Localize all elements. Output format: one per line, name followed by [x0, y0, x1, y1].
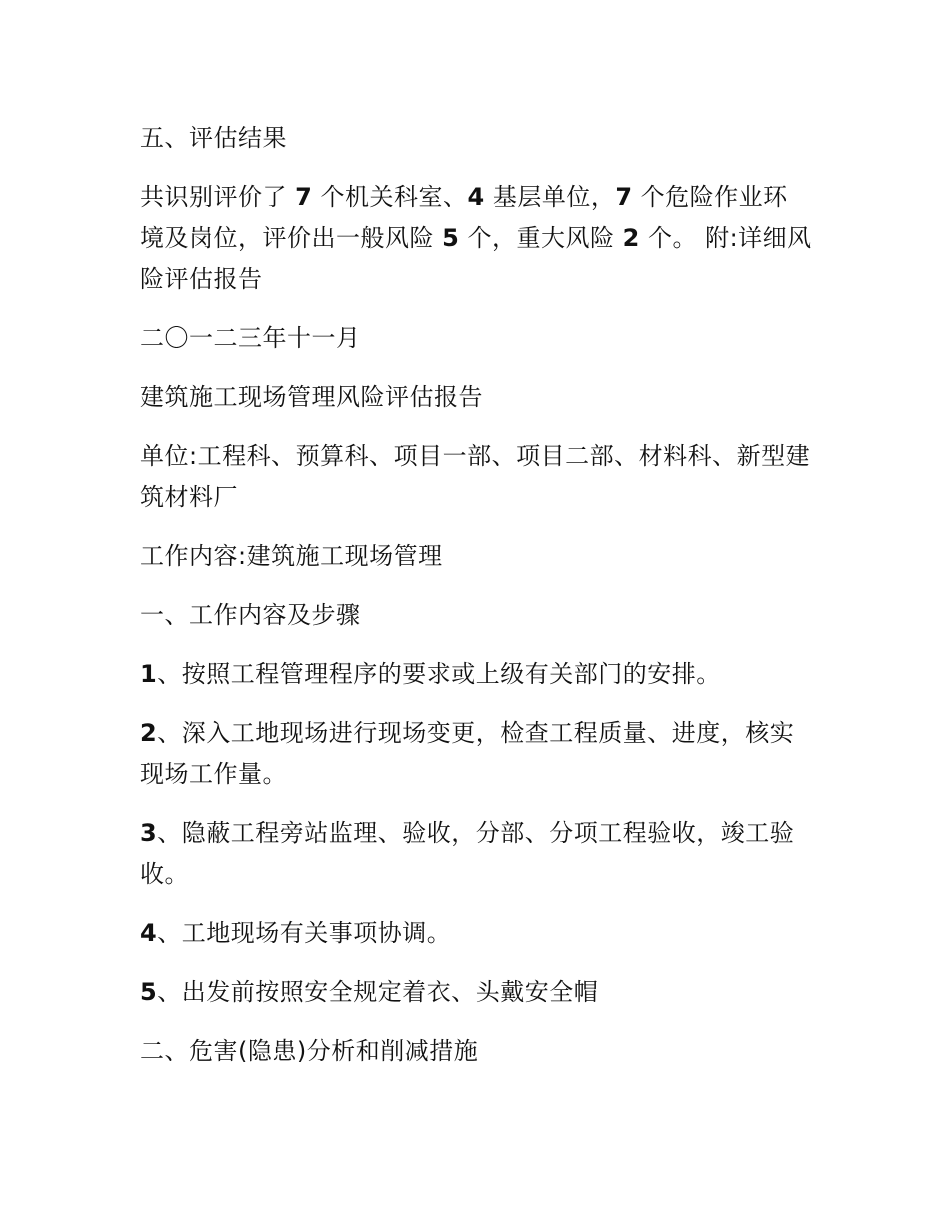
document-date: 二〇一二三年十一月 [140, 324, 361, 352]
list-item-step-1: 1、按照工程管理程序的要求或上级有关部门的安排。 [140, 660, 721, 688]
list-item-step-4: 4、工地现场有关事项协调。 [140, 919, 452, 947]
list-item-step-5: 5、出发前按照安全规定着衣、头戴安全帽 [140, 978, 599, 1006]
report-title: 建筑施工现场管理风险评估报告 [140, 383, 483, 411]
list-item-step-2: 2、深入工地现场进行现场变更，检查工程质量、进度，核实现场工作量。 [140, 719, 795, 788]
evaluation-summary-paragraph: 共识别评价了 7 个机关科室、4 基层单位，7 个危险作业环境及岗位，评价出一般风险 5 个，重大风险 2 个。 附:详细风险评估报告 [140, 183, 812, 293]
section-heading-evaluation-result: 五、评估结果 [140, 124, 287, 152]
document-page [140, 118, 812, 1090]
work-content-line: 工作内容:建筑施工现场管理 [140, 542, 443, 570]
section-heading-work-steps: 一、工作内容及步骤 [140, 601, 361, 629]
units-line: 单位:工程科、预算科、项目一部、项目二部、材料科、新型建筑材料厂 [140, 442, 811, 511]
section-heading-hazard-analysis: 二、危害(隐患)分析和削减措施 [140, 1037, 479, 1065]
list-item-step-3: 3、隐蔽工程旁站监理、验收，分部、分项工程验收，竣工验收。 [140, 819, 795, 888]
